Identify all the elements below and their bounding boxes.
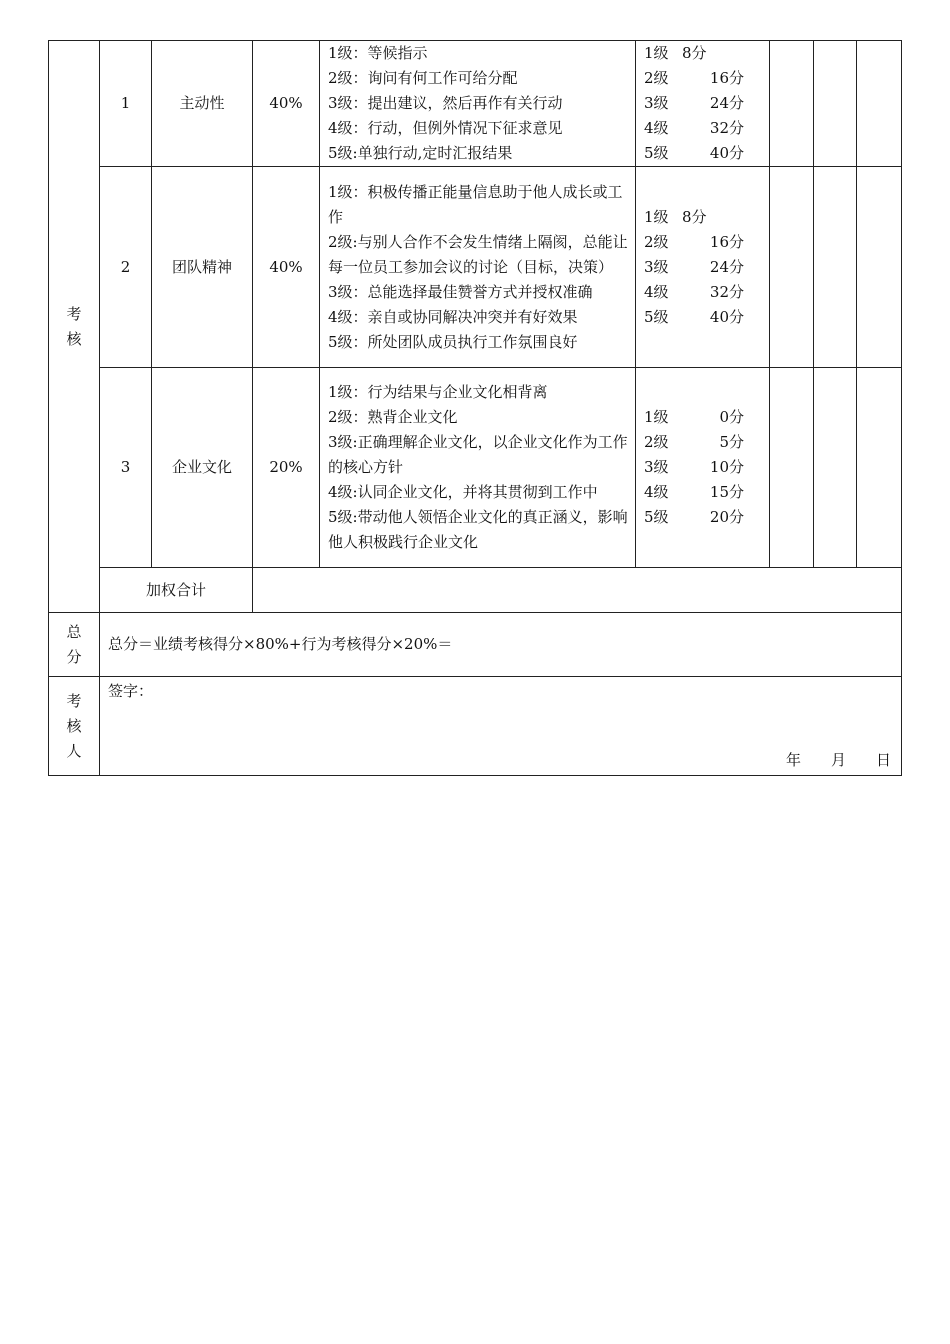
assessment-form-table	[48, 40, 902, 776]
item-row-3	[49, 368, 902, 568]
level-description: 1级：等候指示	[328, 44, 428, 62]
date-year: 年	[785, 751, 801, 769]
level-description: 5级:带动他人领悟企业文化的真正涵义，影响他人积极践行企业文化	[328, 508, 628, 551]
level-description: 4级:认同企业文化，并将其贯彻到工作中	[328, 483, 598, 501]
weighted-total-value[interactable]	[253, 568, 902, 613]
level-scores: 1级 0分 2级 5分 3级 10分 4级 15分 5级 20分	[636, 368, 770, 568]
item-number: 1	[100, 41, 152, 167]
score-cell[interactable]	[770, 368, 814, 568]
level-description: 3级：总能选择最佳赞誉方式并授权准确	[328, 282, 593, 301]
date-day: 日	[875, 751, 891, 769]
level-description: 2级：熟背企业文化	[328, 408, 458, 426]
total-score-row	[49, 613, 902, 677]
item-weight: 40%	[253, 41, 320, 167]
weighted-total-row	[49, 568, 902, 613]
level-description: 5级:单独行动,定时汇报结果	[328, 144, 513, 162]
date-line	[756, 748, 891, 773]
level-description: 3级：提出建议，然后再作有关行动	[328, 94, 563, 112]
item-row-2	[49, 167, 902, 368]
score-cell[interactable]	[770, 41, 814, 167]
level-description: 5级：所处团队成员执行工作氛围良好	[328, 332, 578, 351]
item-row-1	[49, 41, 902, 167]
signature-label: 签字：	[108, 682, 154, 700]
level-scores: 1级 8分 2级 16分 3级 24分 4级 32分 5级 40分	[636, 167, 770, 368]
level-description: 4级：亲自或协同解决冲突并有好效果	[328, 307, 578, 326]
level-description: 1级：积极传播正能量信息助于他人成长或工作	[328, 182, 623, 226]
assessor-row	[49, 677, 902, 776]
level-description: 1级：行为结果与企业文化相背离	[328, 383, 548, 401]
signature-area[interactable]	[100, 677, 902, 776]
score-cell[interactable]	[857, 368, 902, 568]
score-cell[interactable]	[770, 167, 814, 368]
level-description: 3级:正确理解企业文化，以企业文化作为工作的核心方针	[328, 433, 628, 476]
level-description: 2级:与别人合作不会发生情绪上隔阂，总能让每一位员工参加会议的讨论（目标，决策）	[328, 232, 628, 276]
score-cell[interactable]	[814, 41, 857, 167]
level-description: 2级：询问有何工作可给分配	[328, 69, 518, 87]
item-number: 3	[100, 368, 152, 568]
item-weight: 40%	[253, 167, 320, 368]
level-descriptions	[320, 167, 636, 368]
level-description: 4级：行动，但例外情况下征求意见	[328, 119, 563, 137]
item-name: 企业文化	[152, 368, 253, 568]
item-weight: 20%	[253, 368, 320, 568]
section-label-assessment: 考 核	[49, 41, 100, 613]
score-cell[interactable]	[857, 167, 902, 368]
level-descriptions	[320, 41, 636, 167]
level-scores: 1级 8分 2级 16分 3级 24分 4级 32分 5级 40分	[636, 41, 770, 167]
level-descriptions	[320, 368, 636, 568]
date-month: 月	[830, 751, 846, 769]
total-label: 总 分	[49, 613, 100, 677]
score-cell[interactable]	[814, 368, 857, 568]
item-name: 团队精神	[152, 167, 253, 368]
score-cell[interactable]	[814, 167, 857, 368]
assessor-label: 考 核 人	[49, 677, 100, 776]
score-cell[interactable]	[857, 41, 902, 167]
item-number: 2	[100, 167, 152, 368]
weighted-total-label: 加权合计	[100, 568, 253, 613]
item-name: 主动性	[152, 41, 253, 167]
total-formula: 总分＝业绩考核得分×80%+行为考核得分×20%＝	[100, 613, 902, 677]
